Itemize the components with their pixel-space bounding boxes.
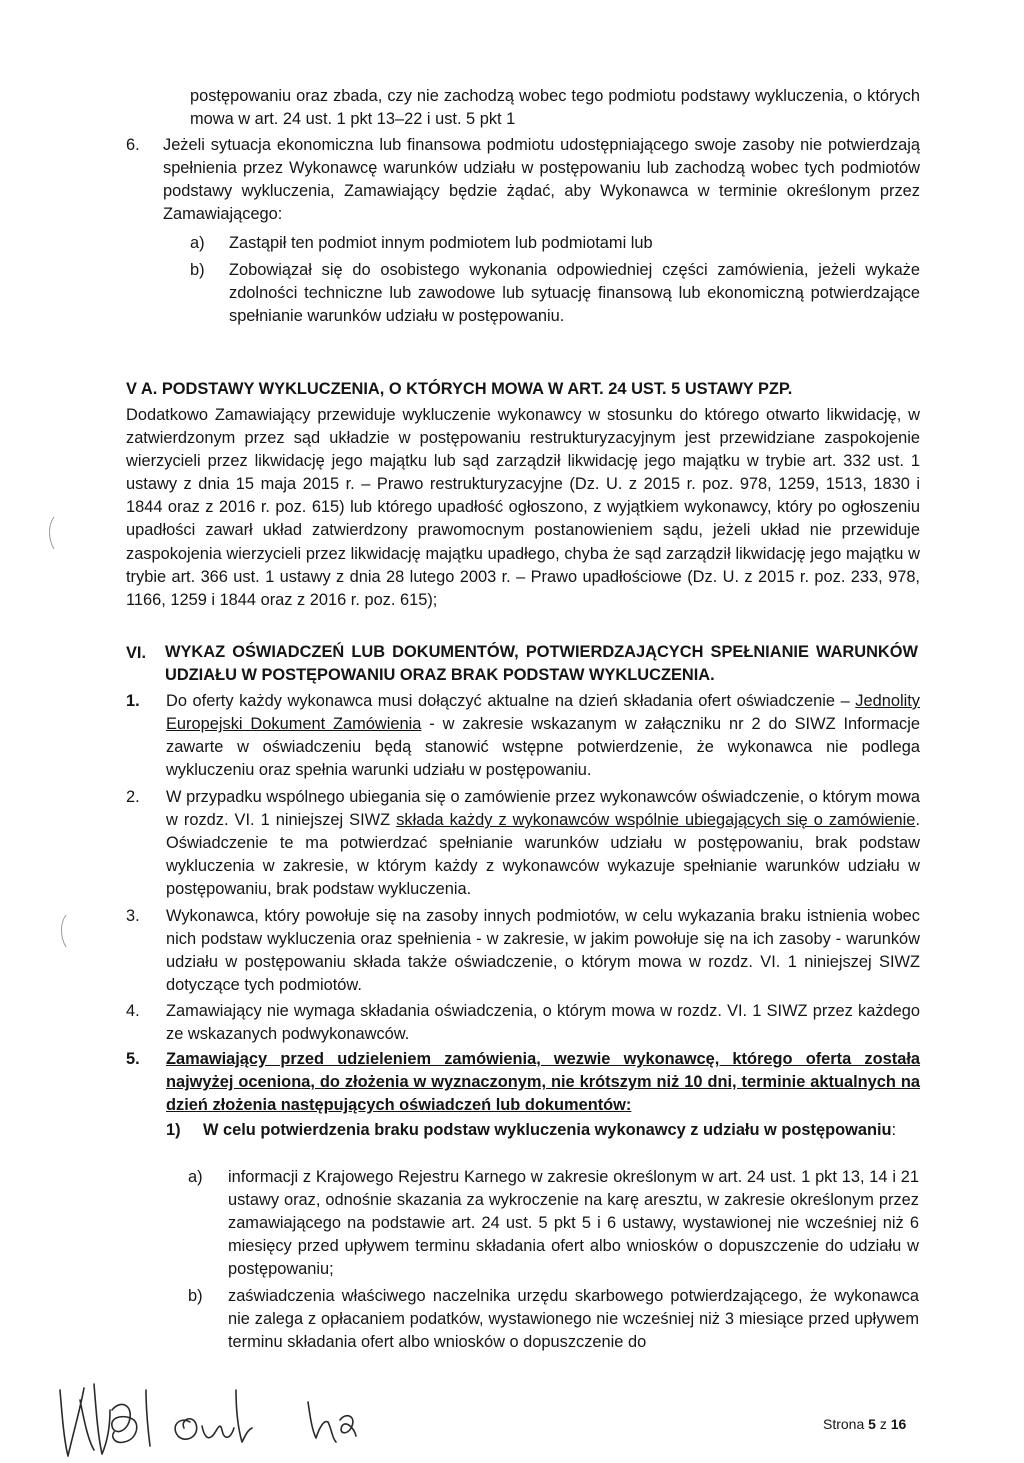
item-a-text: Zastąpił ten podmiot innym podmiotem lub podmiotami lub (229, 234, 653, 252)
point-1-sub-a (188, 1166, 919, 1281)
item-2-underlined: składa każdy z wykonawców wspólnie ubiegających się o zamówienie (396, 811, 916, 830)
section-vi-item-5 (126, 1048, 920, 1117)
item-b-label: b) (190, 261, 205, 279)
item-3-text: Wykonawca, który powołuje się na zasoby innych podmiotów, w celu wykazania braku istnienia wobec nich podstaw wykluczenia oraz spełnienia - w zakresie, w jakim powołuje się na ich zasoby - warunków udziału w postępowaniu składa także oświadczenie, o którym mowa w rozdz. VI. 1 niniejszej SIWZ dotyczące tych podmiotów. (166, 907, 920, 995)
section-vi-number: VI. (126, 644, 147, 662)
intro-paragraph: postępowaniu oraz zbada, czy nie zachodzą wobec tego podmiotu podstawy wykluczenia, o których mowa w art. 24 ust. 1 pkt 13–22 i ust. 5 pkt 1 (190, 87, 920, 129)
signature-stroke-3 (112, 1404, 137, 1442)
jedz-reference: Jednolity Europejski Dokument Zamówienia (166, 692, 920, 734)
sub-b-label: b) (188, 1287, 203, 1305)
point-1-heading: W celu potwierdzenia braku podstaw wykluczenia wykonawcy z udziału w postępowaniu (203, 1121, 892, 1139)
sub-b-text: zaświadczenia właściwego naczelnika urzędu skarbowego potwierdzającego, że wykonawca nie zalega z opłacaniem podatków, wystawionego nie wcześniej niż 3 miesiące przed upływem terminu składania ofert albo wniosków o dopuszczenie do (228, 1287, 919, 1352)
paragraph-6-item-b (190, 259, 920, 328)
signature-stroke-8 (308, 1402, 336, 1442)
section-vi-item-2 (126, 786, 920, 901)
footer-prefix: Strona (823, 1416, 869, 1432)
margin-mark-top (44, 515, 58, 551)
sub-a-text: informacji z Krajowego Rejestru Karnego w zakresie określonym w art. 24 ust. 1 pkt 13, 14 i 21 ustawy oraz, odnośnie skazania za wykroczenie na karę aresztu, w zakresie określonym przez zamawiającego na podstawie art. 24 ust. 5 pkt 5 i 6 ustawy, wystawionej nie wcześniej niż 6 miesięcy przed upływem terminu składania ofert albo wniosków o dopuszczenie do udziału w postępowaniu; (228, 1168, 919, 1279)
section-va-body: Dodatkowo Zamawiający przewiduje wykluczenie wykonawcy w stosunku do którego otwarto likwidację, w zatwierdzonym przez sąd układzie w postępowaniu restrukturyzacyjnym jest przewidziane zaspokojenie wierzycieli przez likwidację jego majątku lub sąd zarządził likwidację jego majątku w trybie art. 332 ust. 1 ustawy z dnia 15 maja 2015 r. – Prawo restrukturyzacyjne (Dz. U. z 2015 r. poz. 978, 1259, 1513, 1830 i 1844 oraz z 2016 r. poz. 615) lub którego upadłość ogłoszono, z wyjątkiem wykonawcy, który po ogłoszeniu upadłości zawarł układ zatwierdzony prawomocnym postanowieniem sądu, jeżeli układ nie przewiduje zaspokojenia wierzycieli przez likwidację majątku upadłego, chyba że sąd zarządził likwidację jego majątku w trybie art. 366 ust. 1 ustawy z dnia 28 lutego 2003 r. – Prawo upadłościowe (Dz. U. z 2015 r. poz. 233, 978, 1166, 1259 i 1844 oraz z 2016 r. poz. 615); (126, 406, 920, 609)
signature-stroke-4 (146, 1390, 150, 1446)
signature-stroke-1 (60, 1388, 94, 1456)
item-2-number: 2. (126, 788, 140, 806)
current-page-number: 5 (868, 1416, 876, 1432)
section-vi-item-4 (126, 1000, 920, 1046)
item-2-text-b: . Oświadczenie te ma potwierdzać spełnianie warunków udziału w postępowaniu, brak podstaw wykluczenia w zakresie, w którym każdy z wykonawców wykazuje spełnianie warunków udziału w postępowaniu, brak podstaw wykluczenia. (166, 811, 920, 899)
item-5-number: 5. (126, 1050, 140, 1068)
signature-stroke-5 (175, 1419, 197, 1439)
item-4-text: Zamawiający nie wymaga składania oświadczenia, o którym mowa w rozdz. VI. 1 SIWZ przez każdego ze wskazanych podwykonawców. (166, 1002, 920, 1044)
item-1-text-a: Do oferty każdy wykonawca musi dołączyć aktualne na dzień składania ofert oświadczenie – (166, 692, 856, 710)
point-1-colon: : (891, 1121, 897, 1139)
point-1 (166, 1119, 919, 1142)
paragraph-6-number: 6. (126, 136, 140, 154)
item-a-label: a) (190, 234, 205, 252)
signature-stroke-6 (202, 1426, 234, 1438)
point-1-number: 1) (166, 1121, 181, 1139)
total-pages-number: 16 (890, 1416, 907, 1432)
section-vi-heading: WYKAZ OŚWIADCZEŃ LUB DOKUMENTÓW, POTWIERDZAJĄCYCH SPEŁNIANIE WARUNKÓW UDZIAŁU W POSTĘPOWANIU ORAZ BRAK PODSTAW WYKLUCZENIA. (165, 643, 918, 685)
paragraph-6-item-a (190, 232, 920, 255)
item-3-number: 3. (126, 907, 140, 925)
section-vi-item-1 (126, 690, 920, 782)
handwritten-signature (50, 1370, 410, 1460)
item-5-text: Zamawiający przed udzieleniem zamówienia, wezwie wykonawcę, którego oferta została najwyżej oceniona, do złożenia w wyznaczonym, nie krótszym niż 10 dni, terminie aktualnych na dzień złożenia następujących oświadczeń lub dokumentów: (166, 1050, 920, 1115)
item-4-number: 4. (126, 1002, 140, 1020)
paragraph-6 (126, 134, 920, 226)
paragraph-6-text: Jeżeli sytuacja ekonomiczna lub finansowa podmiotu udostępniającego swoje zasoby nie potwierdzają spełnienia przez Wykonawcę warunków udziału w postępowaniu lub zachodzą wobec tych podmiotów podstawy wykluczenia, Zamawiający będzie żądać, aby Wykonawca w terminie określonym przez Zamawiającego: (163, 136, 920, 224)
item-1-number: 1. (126, 692, 140, 710)
signature-stroke-2 (94, 1384, 110, 1454)
signature-stroke-7 (236, 1390, 252, 1442)
item-1-text-b: - w zakresie wskazanym w załączniku nr 2 do SIWZ Informacje zawarte w oświadczeniu będą stanowić wstępne potwierdzenie, że wykonawca nie podlega wykluczeniu oraz spełnia warunki udziału w postępowaniu. (166, 715, 920, 780)
page-footer (823, 1413, 906, 1436)
section-va-heading: V A. PODSTAWY WYKLUCZENIA, O KTÓRYCH MOWA W ART. 24 UST. 5 USTAWY PZP. (126, 380, 793, 398)
signature-stroke-9 (340, 1416, 356, 1436)
item-b-text: Zobowiązał się do osobistego wykonania odpowiedniej części zamówienia, jeżeli wykaże zdolności techniczne lub zawodowe lub sytuację finansową lub ekonomiczną potwierdzające spełnianie warunków udziału w postępowaniu. (229, 261, 920, 326)
margin-mark-bottom (56, 913, 70, 949)
sub-a-label: a) (188, 1168, 203, 1186)
footer-separator: z (875, 1416, 891, 1432)
item-1-text (166, 690, 920, 782)
section-vi-item-3 (126, 905, 920, 997)
point-1-text (203, 1119, 919, 1142)
item-2-text (166, 786, 920, 901)
point-1-sub-b (188, 1285, 919, 1354)
item-2-text-a: W przypadku wspólnego ubiegania się o zamówienie przez wykonawców oświadczenie, o którym mowa w rozdz. VI. 1 niniejszej SIWZ (166, 788, 920, 830)
